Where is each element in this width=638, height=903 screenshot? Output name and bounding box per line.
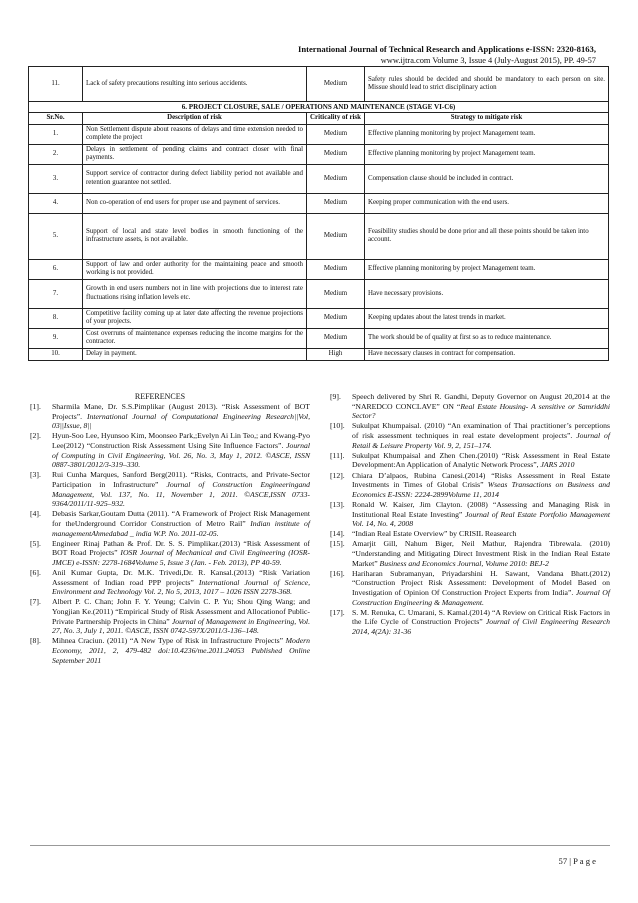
reference-number: [4]. — [30, 509, 41, 519]
reference-item — [30, 402, 310, 431]
reference-number: [1]. — [30, 402, 41, 411]
reference-source: JARS 2010 — [540, 460, 575, 470]
table-row — [29, 279, 609, 308]
reference-number: [3]. — [30, 470, 41, 480]
footer-divider — [30, 845, 610, 846]
reference-item — [330, 539, 610, 568]
reference-number: [15]. — [330, 539, 345, 549]
cell-strategy: The work should be of quality at first so as to reduce maintenance. — [365, 328, 609, 348]
reference-number: [6]. — [30, 568, 41, 578]
section-title-row — [29, 102, 609, 113]
cell-no: 2. — [29, 144, 83, 164]
reference-item — [30, 568, 310, 597]
cell-crit: Medium — [307, 308, 365, 328]
cell-no: 4. — [29, 193, 83, 213]
cell-strategy: Keeping proper communication with the end users. — [365, 193, 609, 213]
col-header-crit: Criticality of risk — [307, 113, 365, 124]
cell-strategy: Feasibility studies should be done prior and all these points should be taken into account. — [365, 213, 609, 259]
reference-number: [8]. — [30, 636, 41, 646]
reference-text — [352, 451, 610, 470]
cell-strategy: Have necessary provisions. — [365, 279, 609, 308]
cell-desc: Non Settlement dispute about reasons of delays and time extension needed to complete the project — [83, 124, 307, 144]
reference-citation: Albert P. C. Chan; John F. Y. Yeung; Calvin C. P. Yu; Shou Qing Wang; and Yongjian Ke.(2011) “Empirical Study of Risk Assessment and Allocationof Public-Private Partnership Projects in China” — [52, 597, 310, 626]
reference-text — [52, 636, 310, 665]
reference-citation: Anil Kumar Gupta, Dr. M.K. Trivedi,Dr. R. Kansal.(2013) “Risk Variation Assessment of Indian road PPP projects” — [52, 568, 310, 587]
reference-source: Journal of Construction Engineeringand Management, Vol. 137, No. 11, November 1, 2011. ©ASCE,ISSN 0733-9364/2011/11-925–932. — [52, 479, 310, 509]
reference-text — [352, 471, 610, 500]
reference-text — [52, 470, 310, 508]
reference-citation: Sharmila Mane, Dr. S.S.Pimplikar (August 2013). “Risk Assessment of BOT Projects”. — [52, 402, 310, 421]
reference-source: Journal of Management in Engineering, Vol. 27, No. 3, July 1, 2011. ©ASCE, ISSN 0742-597X/2011/3-136–148. — [52, 616, 310, 636]
col-header-strategy: Strategy to mitigate risk — [365, 113, 609, 124]
cell-strategy: Effective planning monitoring by project Management team. — [365, 259, 609, 279]
reference-number: [5]. — [30, 538, 41, 548]
table-row — [29, 193, 609, 213]
reference-item — [30, 636, 310, 665]
reference-text — [352, 392, 610, 421]
reference-text — [52, 568, 310, 597]
references-right-column — [330, 392, 610, 637]
reference-number: [12]. — [330, 470, 345, 480]
reference-text — [352, 608, 610, 637]
reference-item — [30, 431, 310, 469]
reference-source: Indian institute of managementAhmedabad _ india W.P. No. 2011-02-05. — [52, 518, 310, 538]
cell-crit: Medium — [307, 328, 365, 348]
reference-text — [352, 569, 610, 607]
reference-source: Journal of Retail & Leisure Property Vol. 9, 2, 151–174. — [352, 430, 610, 450]
reference-number: [10]. — [330, 421, 345, 431]
cell-desc: Support of law and order authority for the maintaining peace and smooth working is not provided. — [83, 259, 307, 279]
page-number: 57 | P a g e — [558, 856, 596, 866]
reference-citation: Engineer Rinaj Pathan & Prof. Dr. S. S. Pimplikar.(2013) “Risk Assessment of BOT Road Projects” — [52, 538, 310, 558]
cell-no: 7. — [29, 279, 83, 308]
reference-item — [330, 421, 610, 450]
table-row — [29, 259, 609, 279]
cell-no: 10. — [29, 348, 83, 360]
cell-desc: Lack of safety precautions resulting into serious accidents. — [83, 67, 307, 102]
table-row — [29, 328, 609, 348]
cell-no: 8. — [29, 308, 83, 328]
journal-title-line: International Journal of Technical Research and Applications e-ISSN: 2320-8163, — [297, 44, 596, 54]
reference-citation: Sukulpat Khumpaisal and Zhen Chen.(2010) “Risk Assessment in Real Estate Development:An Application of Analytic Network Process”, — [352, 450, 610, 470]
reference-number: [7]. — [30, 597, 41, 607]
reference-source: International Journal of Science, Environment and Technology Vol. 2, No 5, 2013, 1017 – 1026 ISSN 2278-368. — [52, 577, 310, 597]
reference-number: [14]. — [330, 529, 345, 539]
reference-number: [9]. — [330, 392, 341, 401]
reference-citation: Amarjit Gill, Nahum Biger, Neil Mathur, Rajendra Tibrewala. (2010) “Understanding and Mitigating Direct Investment Risk in the Indian Real Estate Market” — [352, 539, 610, 568]
cell-no: 1. — [29, 124, 83, 144]
reference-source: Journal of Civil Engineering Research 2014, 4(2A): 31-36 — [352, 617, 610, 636]
cell-crit: Medium — [307, 67, 365, 102]
reference-citation: Debasis Sarkar,Goutam Dutta (2011). “A Framework of Project Risk Management for theUnderground Corridor Construction of Metro Rail” — [52, 509, 310, 528]
cell-crit: Medium — [307, 259, 365, 279]
cell-crit: Medium — [307, 144, 365, 164]
cell-desc: Delays in settlement of pending claims and contract closer with final payments. — [83, 144, 307, 164]
reference-number: [16]. — [330, 568, 345, 578]
reference-item — [30, 597, 310, 635]
cell-strategy: Keeping updates about the latest trends in market. — [365, 308, 609, 328]
reference-text — [352, 500, 610, 529]
reference-item — [330, 608, 610, 637]
reference-citation: Hariharan Subramanyan, Priyadarshini H. Sawant, Vandana Bhatt.(2012) “Construction Project Risk Assessment: Development of Model Based on Investigation of Opinion Of Construction Project Experts from India”. — [352, 568, 610, 598]
col-header-desc: Description of risk — [83, 113, 307, 124]
cell-no: 9. — [29, 328, 83, 348]
reference-item — [30, 509, 310, 538]
table-row — [29, 213, 609, 259]
reference-item — [330, 471, 610, 500]
cell-crit: Medium — [307, 279, 365, 308]
cell-crit: Medium — [307, 164, 365, 193]
reference-citation: Hyun-Soo Lee, Hyunsoo Kim, Moonseo Park,;Evelyn Ai Lin Teo,; and Kwang-Pyo Lee(2012) “Construction Risk Assessment Using Site Influence Factors”. — [52, 431, 310, 450]
cell-strategy: Compensation clause should be included in contract. — [365, 164, 609, 193]
cell-desc: Competitive facility coming up at later date affecting the revenue projections of your projects. — [83, 308, 307, 328]
reference-citation: Speech delivered by Shri R. Gandhi, Deputy Governor on August 20,2014 at the “NAREDCO CONCLAVE” ON “ — [352, 392, 610, 411]
reference-item — [30, 539, 310, 568]
table-row — [29, 164, 609, 193]
section-title: 6. PROJECT CLOSURE, SALE / OPERATIONS AND MAINTENANCE (STAGE VI-C6) — [29, 102, 609, 113]
cell-crit: Medium — [307, 124, 365, 144]
reference-citation: Sukulpat Khumpaisal. (2010) “An examination of Thai practitioner’s perceptions of risk assessment techniques in real estate development projects”. — [352, 421, 610, 440]
cell-crit: High — [307, 348, 365, 360]
reference-source: Journal Of Construction Engineering & Management. — [352, 588, 610, 607]
cell-no: 5. — [29, 213, 83, 259]
cell-crit: Medium — [307, 213, 365, 259]
reference-source: Journal of Real Estate Portfolio Management Vol. 14, No. 4, 2008 — [352, 509, 610, 529]
reference-source: Modern Economy, 2011, 2, 479-482 doi:10.4236/me.2011.24053 Published Online September 2011 — [52, 636, 310, 665]
references-left-column — [30, 402, 310, 666]
cell-no: 11. — [29, 67, 83, 102]
journal-header — [176, 44, 596, 66]
reference-source: Wseas Transactions on Business and Economics E-ISSN: 2224-2899Volume 11, 2014 — [352, 480, 610, 499]
reference-text — [352, 539, 610, 568]
reference-source: Journal of Computing in Civil Engineering, Vol. 26, No. 3, May 1, 2012. ©ASCE, ISSN 0887-3801/2012/3-319–330. — [52, 440, 310, 470]
reference-item — [330, 569, 610, 607]
cell-desc: Non co-operation of end users for proper use and payment of services. — [83, 193, 307, 213]
reference-text — [352, 421, 610, 450]
reference-item — [330, 529, 610, 539]
col-header-no: Sr.No. — [29, 113, 83, 124]
reference-citation: Rui Cunha Marques, Sanford Berg(2011). “Risks, Contracts, and Private-Sector Participation in Infrastructure” — [52, 470, 310, 489]
cell-strategy: Safety rules should be decided and should be mandatory to each person on site. Missue should lead to strict disciplinary action — [365, 67, 609, 102]
reference-source: Real Estate Housing- A sensitive or Samriddhi Sector? — [352, 401, 610, 421]
reference-citation: Mihnea Craciun. (2011) “A New Type of Risk in Infrastructure Projects” — [52, 636, 286, 646]
table-row — [29, 144, 609, 164]
reference-source: IOSR Journal of Mechanical and Civil Engineering (IOSR-JMCE) e-ISSN: 2278-1684Volume 5, Issue 3 (Jan. - Feb. 2013), PP 40-59. — [52, 548, 310, 567]
reference-text — [52, 431, 310, 469]
risk-table — [28, 66, 609, 361]
reference-number: [17]. — [330, 607, 345, 617]
cell-desc: Delay in payment. — [83, 348, 307, 360]
reference-citation: Chiara D’alpaos, Rubina Canesi.(2014) “Risks Assessment in Real Estate Investments in Times of Global Crisis” — [352, 470, 610, 490]
reference-text — [52, 402, 310, 431]
cell-strategy: Have necessary clauses in contract for compensation. — [365, 348, 609, 360]
table-row — [29, 308, 609, 328]
cell-strategy: Effective planning monitoring by project Management team. — [365, 144, 609, 164]
reference-citation: “Indian Real Estate Overview” by CRISIL Reasearch — [352, 529, 517, 539]
cell-desc: Growth in end users numbers not in line with projections due to interest rate fluctuations rising inflation levels etc. — [83, 279, 307, 308]
cell-no: 6. — [29, 259, 83, 279]
reference-text — [352, 529, 610, 539]
reference-citation: Ronald W. Kaiser, Jim Clayton. (2008) “Assessing and Managing Risk in Institutional Real Estate Investing” — [352, 499, 610, 519]
reference-source: International Journal of Computational Engineering Research||Vol, 03||Issue, 8|| — [52, 411, 310, 431]
reference-text — [52, 539, 310, 568]
table-row — [29, 348, 609, 360]
cell-desc: Support service of contractor during defect liability period not available and retention guarantee not settled. — [83, 164, 307, 193]
journal-issue-line: www.ijtra.com Volume 3, Issue 4 (July-August 2015), PP. 49-57 — [380, 56, 596, 65]
reference-item — [330, 500, 610, 529]
reference-item — [330, 392, 610, 421]
reference-item — [30, 470, 310, 508]
cell-no: 3. — [29, 164, 83, 193]
table-row-prev-11 — [29, 67, 609, 102]
reference-citation: S. M. Renuka, C. Umarani, S. Kamal.(2014) “A Review on Critical Risk Factors in the Life Cycle of Construction Projects” — [352, 607, 610, 627]
table-header-row — [29, 113, 609, 124]
reference-text — [52, 597, 310, 635]
table-row — [29, 124, 609, 144]
reference-text — [52, 509, 310, 538]
reference-number: [11]. — [330, 450, 345, 460]
reference-number: [2]. — [30, 431, 41, 441]
cell-strategy: Effective planning monitoring by project Management team. — [365, 124, 609, 144]
cell-desc: Cost overruns of maintenance expenses reducing the income margins for the contractor. — [83, 328, 307, 348]
reference-source: Business and Economics Journal, Volume 2010: BEJ-2 — [379, 558, 549, 568]
cell-crit: Medium — [307, 193, 365, 213]
reference-number: [13]. — [330, 499, 345, 509]
reference-item — [330, 451, 610, 470]
cell-desc: Support of local and state level bodies in smooth functioning of the infrastructure assets, is not available. — [83, 213, 307, 259]
references-title: REFERENCES — [134, 392, 186, 401]
